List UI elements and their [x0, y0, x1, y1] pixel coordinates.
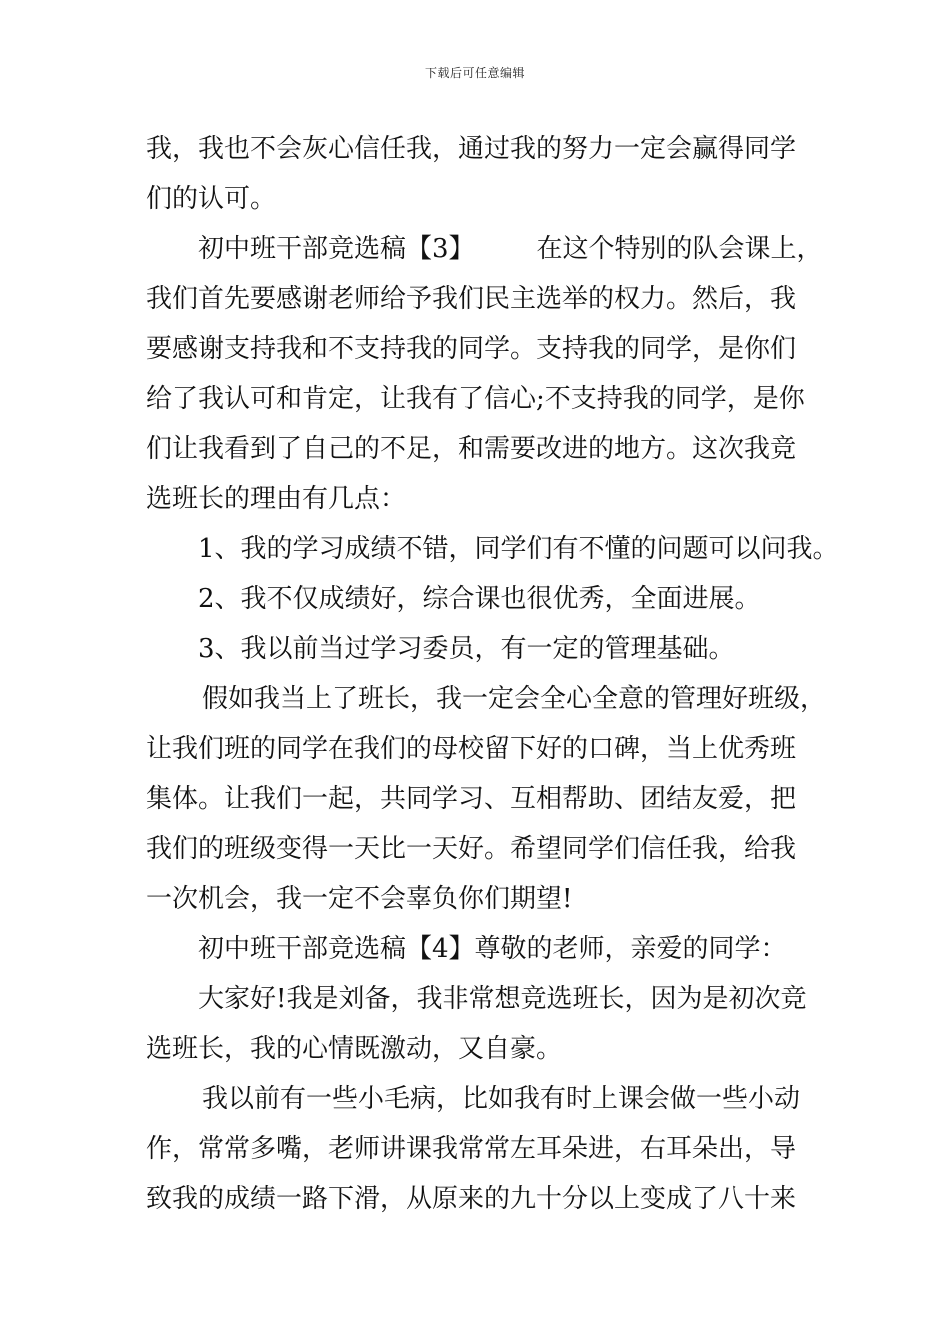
text-span: 在这个特别的队会课上，: [536, 234, 823, 264]
text-line: 选班长的理由有几点：: [146, 484, 407, 514]
section-heading: 初中班干部竞选稿【4】尊敬的老师，亲爱的同学：: [198, 934, 787, 964]
list-item: 2、我不仅成绩好，综合课也很优秀，全面进展。: [198, 584, 761, 614]
text-line: 我们首先要感谢老师给予我们民主选举的权力。然后，我: [146, 284, 797, 314]
text-line: 要感谢支持我和不支持我的同学。支持我的同学，是你们: [146, 334, 797, 364]
text-line: 我们的班级变得一天比一天好。希望同学们信任我，给我: [146, 834, 797, 864]
text-line: 一次机会，我一定不会辜负你们期望!: [146, 884, 573, 914]
section-heading-line: [146, 224, 826, 274]
text-line: 我以前有一些小毛病，比如我有时上课会做一些小动: [202, 1084, 801, 1114]
text-line: 们的认可。: [146, 184, 277, 214]
section-heading: 初中班干部竞选稿【3】: [198, 234, 475, 264]
text-line: 致我的成绩一路下滑，从原来的九十分以上变成了八十来: [146, 1184, 797, 1214]
text-line: 我，我也不会灰心信任我，通过我的努力一定会赢得同学: [146, 134, 797, 164]
text-line: 让我们班的同学在我们的母校留下好的口碑，当上优秀班: [146, 734, 797, 764]
document-body: [146, 124, 839, 1224]
page-header: 下载后可任意编辑: [424, 66, 525, 80]
list-item: 3、我以前当过学习委员，有一定的管理基础。: [198, 634, 735, 664]
text-line: 大家好!我是刘备，我非常想竞选班长，因为是初次竞: [198, 984, 807, 1014]
list-item: 1、我的学习成绩不错，同学们有不懂的问题可以问我。: [198, 534, 839, 564]
text-line: 作，常常多嘴，老师讲课我常常左耳朵进，右耳朵出，导: [146, 1134, 797, 1164]
text-line: 集体。让我们一起，共同学习、互相帮助、团结友爱，把: [146, 784, 797, 814]
text-line: 假如我当上了班长，我一定会全心全意的管理好班级，: [202, 684, 827, 714]
text-line: 给了我认可和肯定，让我有了信心;不支持我的同学，是你: [146, 384, 805, 414]
text-line: 们让我看到了自己的不足，和需要改进的地方。这次我竞: [146, 434, 797, 464]
text-line: 选班长，我的心情既激动，又自豪。: [146, 1034, 563, 1064]
